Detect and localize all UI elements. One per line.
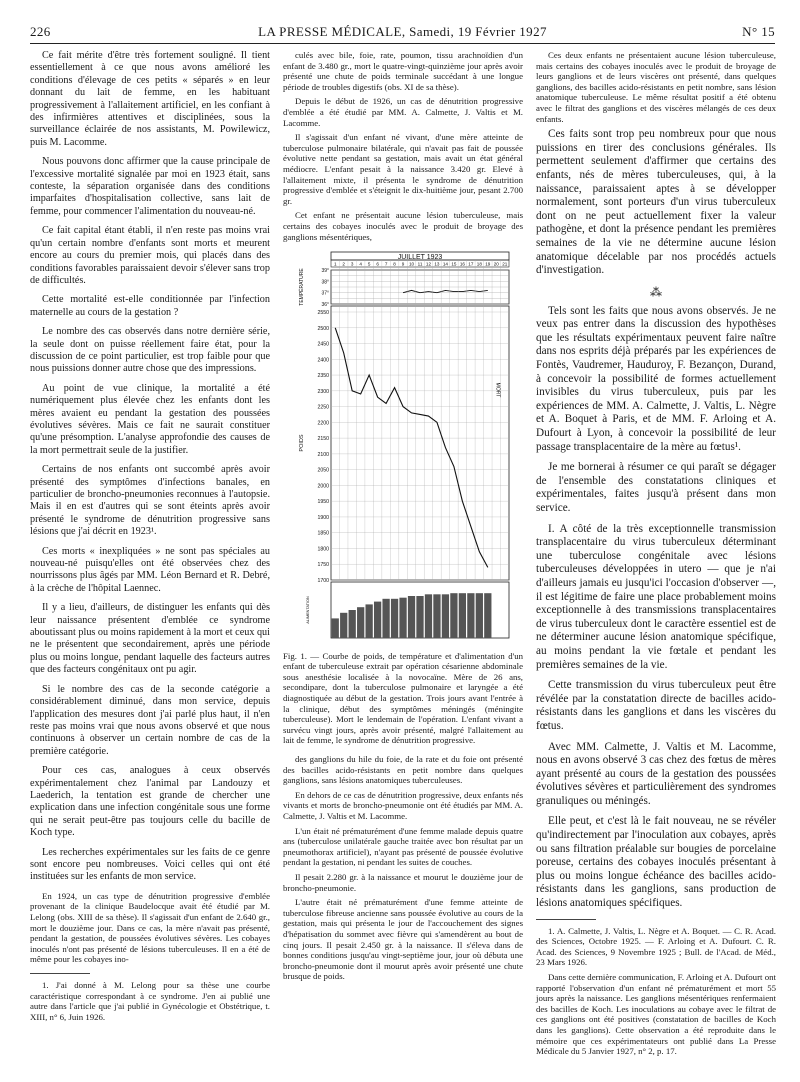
day-tick-label: 10 xyxy=(408,261,415,267)
day-tick-label: 9 xyxy=(401,261,405,267)
small-paragraph: Depuis le début de 1926, un cas de dénutrition progressive d'emblée a été étudié par MM. A. Calmette, J. Valtis et M. Lacomme. xyxy=(283,96,523,128)
weight-tick-label: 2050 xyxy=(317,467,329,474)
weight-tick-label: 2300 xyxy=(317,388,329,395)
weight-tick-label: 2350 xyxy=(317,373,329,380)
month-label: JUILLET 1923 xyxy=(397,254,443,262)
small-paragraph: L'autre était né prématurément d'une femme atteinte de tuberculose fibreuse ancienne sans poussée évolutive au cours de la gestation, mais qui présenta le jour de l'accouchement des signes d'hépatisation du sommet avec fièvre qui s'amendèrent au bout de cinq jours. Il pesait 2.450 gr. à la naissance. Il s'éleva dans de bonnes conditions jusqu'au vingt-septième jour, jour où débuta une broncho-pneumonie dont il mourut après avoir présenté une chute brusque de poids. xyxy=(283,897,523,982)
feeding-bar xyxy=(357,607,364,638)
weight-tick-label: 2250 xyxy=(317,404,329,411)
paragraph: Le nombre des cas observés dans notre dernière série, la seule dont on puisse réellement faire état, pour la discussion de ce point particulier, est trop faible pour que nous puissions donner autre chose que des impressions. xyxy=(30,326,270,375)
temperature-tick-label: 36° xyxy=(321,302,329,309)
day-tick-label: 16 xyxy=(459,261,465,267)
feeding-bar xyxy=(425,594,432,638)
weight-tick-label: 1950 xyxy=(317,499,329,506)
paragraph: Pour ces cas, analogues à ceux observés expérimentalement chez l'animal par Landouzy et Laederich, la tentation est grande de chercher une explication dans une infection congénitale sous une forme qui ne serait peut-être pas toujours celle du bacille de Koch type. xyxy=(30,765,270,839)
paragraph: Avec MM. Calmette, J. Valtis et M. Lacomme, nous en avons observé 3 cas chez des fœtus de mères ayant présenté au cours de la gestation des poussées évolutives sévères et particulièrement des syndromes granuliques ou méningés. xyxy=(536,740,776,807)
day-tick-label: 8 xyxy=(393,261,396,267)
paragraph: Certains de nos enfants ont succombé après avoir présenté des symptômes d'infections banales, en particulier de broncho-pneumonies reconnues à l'autopsie. Mais il en est d'autres qui se sont éteints après avoir présenté le syndrome de dénutrition progressive sans lésions que j'ai décrit en 1923¹. xyxy=(30,464,270,538)
column-2 xyxy=(283,50,523,986)
feeding-bar xyxy=(332,618,339,638)
feeding-bar xyxy=(433,594,440,638)
feeding-bar xyxy=(391,599,398,638)
weight-tick-label: 1850 xyxy=(317,530,329,537)
day-tick-label: 7 xyxy=(384,261,388,267)
feeding-bar xyxy=(366,604,373,638)
weight-tick-label: 2450 xyxy=(317,341,329,348)
feeding-bar xyxy=(442,594,449,638)
weight-panel xyxy=(331,306,509,580)
paragraph: Ce fait mérite d'être très fortement souligné. Il tient essentiellement à ce que nous avons amélioré les conditions d'élevage de ces petits « séparés » en leur donnant du lait de femme, en les habituant progressivement à l'allaitement artificiel, en les confiant à des infirmières attentives et disciplinées, sous la surveillance éclairée de nos assistants, M. Powilewicz, puis M. Lacomme. xyxy=(30,50,270,148)
death-label: MORT xyxy=(494,382,501,398)
weight-tick-label: 2150 xyxy=(317,436,329,443)
weight-tick-label: 2400 xyxy=(317,357,329,364)
small-paragraph: culés avec bile, foie, rate, poumon, tissu arachnoïdien d'un enfant de 3.480 gr., mort le quatre-vingt-quinzième jour après avoir présenté une chute de poids terminale succédant à une longue période de troubles digestifs (obs. XI de sa thèse). xyxy=(283,50,523,92)
weight-tick-label: 2500 xyxy=(317,325,329,332)
feeding-bar xyxy=(340,613,347,638)
feeding-bar xyxy=(467,593,474,638)
feeding-bar xyxy=(382,599,389,638)
paragraph: Je me bornerai à résumer ce qui paraît se dégager de l'ensemble des constatations cliniques et expérimentales, faites jusqu'à présent dans mon service. xyxy=(536,461,776,514)
temperature-axis-label: TEMPÉRATURE xyxy=(299,268,305,306)
paragraph: Il y a lieu, d'ailleurs, de distinguer les enfants qui dès leur naissance présentent d'emblée ce syndrome aboutissant plus ou moins rapidement à la mort et ceux qui ne le présentent que secondairement, après une période plus ou moins longue, pendant laquelle des facteurs autres que des facteurs congénitaux ont pu agir. xyxy=(30,602,270,676)
weight-tick-label: 1900 xyxy=(317,515,329,522)
figure-caption: Fig. 1. — Courbe de poids, de température et d'alimentation d'un enfant de tuberculeuse extrait par opération césarienne abdominale sous anesthésie localisée à la novocaïne. Mère de 26 ans, secondipare, dont la tuberculose pulmonaire et laryngée a été diagnostiquée au début de la gestation. Trois jours avant l'entrée à la clinique, début des symptômes méningés (méningite tuberculeuse). Mort le lendemain de l'opération. L'enfant vivant a survécu vingt jours, après avoir présenté, malgré l'allaitement au lait de femme, le syndrome de dénutrition progressive. xyxy=(283,650,523,746)
weight-tick-label: 2550 xyxy=(317,310,329,317)
temperature-tick-label: 39° xyxy=(321,268,329,275)
temperature-tick-label: 37° xyxy=(321,290,329,297)
weight-tick-label: 2200 xyxy=(317,420,329,427)
paragraph: Tels sont les faits que nous avons observés. Je ne veux pas entrer dans la discussion des hypothèses que les résultats expérimentaux peuvent faire naître dans nos esprits déjà préparés par les expériences de Fontès, Vaudremer, Hauduroy, F. Bezançon, Durand, à concevoir la possibilité de formes actuellement invisibles du virus tuberculeux, puis par les expériences de MM. A. Calmette, J. Valtis, L. Nègre et A. Boquet à Paris, et de MM. F. Arloing et A. Dufourt à Lyon, à concevoir la possibilité de leur passage transplacentaire de la mère au fœtus¹. xyxy=(536,304,776,453)
paragraph: Cette mortalité est-elle conditionnée par l'infection maternelle au cours de la gestation ? xyxy=(30,294,270,318)
weight-tick-label: 1700 xyxy=(317,578,329,585)
paragraph: Au point de vue clinique, la mortalité a été numériquement plus élevée chez les enfants dont les mères avaient eu pendant la gestation des poussées évolutives sévères. Mais ce fait ne saurait constituer qu'une présomption. L'analyse approfondie des causes de la mort permettrait seule de la justifier. xyxy=(30,382,270,456)
day-tick-label: 21 xyxy=(502,261,508,267)
day-tick-label: 14 xyxy=(442,261,448,267)
feeding-bar xyxy=(349,610,356,638)
feeding-bar xyxy=(399,598,406,638)
footnote-separator xyxy=(536,919,596,920)
day-tick-label: 2 xyxy=(342,261,345,267)
day-tick-label: 20 xyxy=(493,261,499,267)
feeding-bar xyxy=(374,602,381,638)
weight-axis-label: POIDS xyxy=(299,434,305,452)
section-asterism: ⁂ xyxy=(650,284,662,299)
paragraph: Si le nombre des cas de la seconde catégorie a considérablement diminué, dans mon service, depuis l'application des mesures dont j'ai parlé plus haut, il n'en reste pas moins vrai que nous avons observé et que nous continuons à observer un certain nombre de cas de la première catégorie. xyxy=(30,683,270,757)
weight-tick-label: 1800 xyxy=(317,546,329,553)
day-tick-label: 13 xyxy=(434,261,440,267)
day-tick-label: 17 xyxy=(468,261,474,267)
day-tick-label: 5 xyxy=(367,261,371,267)
column-3 xyxy=(536,50,776,1061)
small-paragraph: Il s'agissait d'un enfant né vivant, d'une mère atteinte de tuberculose pulmonaire bilatérale, qui n'avait pas fait de poussée évolutive nette pendant sa gestation, mais avait un état général médiocre. L'enfant pesait à la naissance 3.420 gr. Elevé à l'allaitement mixte, il présenta le syndrome de dénutrition progressive d'emblée et s'éteignit le dix-huitième jour, pesant 2.700 gr. xyxy=(283,132,523,206)
small-paragraph: des ganglions du hile du foie, de la rate et du foie ont présenté des bacilles acido-résistants en petit nombre dans quelques ganglions, sans lésions anatomiques tuberculeuses. xyxy=(283,754,523,786)
day-tick-label: 12 xyxy=(425,261,432,267)
journal-title: LA PRESSE MÉDICALE, Samedi, 19 Février 1927 xyxy=(258,24,547,39)
day-tick-label: 6 xyxy=(376,261,379,267)
paragraph: Cette transmission du virus tuberculeux peut être révélée par la constatation directe de bacilles acido-résistants dans les ganglions et dans les viscères du fœtus. xyxy=(536,679,776,732)
feeding-bar xyxy=(459,593,466,638)
small-paragraph: En dehors de ce cas de dénutrition progressive, deux enfants nés vivants et morts de broncho-pneumonie ont été étudiés par MM. A. Calmette, J. Valtis et M. Lacomme. xyxy=(283,789,523,821)
feeding-bar xyxy=(450,593,457,638)
day-tick-label: 15 xyxy=(451,261,457,267)
paragraph: Ce fait capital étant établi, il n'en reste pas moins vrai qu'un certain nombre d'enfants sont morts et meurent encore au cours du premier mois, qui placés dans des conditions favorables paraissaient devoir s'élever sans trop de difficultés. xyxy=(30,225,270,286)
paragraph: Nous pouvons donc affirmer que la cause principale de l'excessive mortalité signalée par moi en 1923 était, sans conteste, la séparation organisée dans des conditions imparfaites d'hospitalisation collective, sans lait de femme, pour commencer l'alimentation du nouveau-né. xyxy=(30,156,270,217)
weight-line xyxy=(335,328,488,568)
feeding-bar xyxy=(416,596,423,638)
footnote: 1. J'ai donné à M. Lelong pour sa thèse une courbe caractéristique correspondant à ce syndrome. J'en ai publié une autre dans l'article que j'ai publié in Gynécologie et Obstétrique, t. XIII, n° 6, Juin 1926. xyxy=(30,979,270,1022)
footnote: 1. A. Calmette, J. Valtis, L. Nègre et A. Boquet. — C. R. Acad. des Sciences, Octobre 1925. — F. Arloing et A. Dufourt. C. R. Acad. des Sciences, 9 Novembre 1925 ; Bull. de l'Acad. de Méd., 23 Mars 1926. xyxy=(536,925,776,968)
small-paragraph: Il pesait 2.280 gr. à la naissance et mourut le douzième jour de broncho-pneumonie. xyxy=(283,871,523,893)
page-number: 226 xyxy=(30,24,51,39)
weight-tick-label: 2000 xyxy=(317,483,329,490)
small-paragraph: L'un était né prématurément d'une femme malade depuis quatre ans (tuberculose unilatérale gauche traitée avec bon résultat par un pneumothorax artificiel), n'ayant pas présenté de poussée évolutive pendant la gestation, ni pendant les suites de couches. xyxy=(283,825,523,868)
day-tick-label: 3 xyxy=(350,261,354,267)
header-rule xyxy=(30,43,775,44)
feeding-bar xyxy=(484,593,491,638)
paragraph: Elle peut, et c'est là le fait nouveau, ne se révéler qu'indirectement par l'inoculation aux cobayes, après ou sans filtration préalable sur bougies de porcelaine poreuse, certains des cobayes inoculés présentant à plus ou moins longue échéance des bacilles acido-résistants dans les ganglions, sans production de lésions anatomiques spécifiques. xyxy=(536,815,776,910)
feeding-bar xyxy=(476,593,483,638)
column-1 xyxy=(30,50,270,1026)
paragraph: Ces faits sont trop peu nombreux pour que nous puissions en tirer des conclusions générales. Ils permettent seulement d'affirmer que certains des enfants, nés de mères tuberculeuses, qui, à la naissance, paraissaient aptes à se développer normalement, sont porteurs d'un virus tuberculeux dont on ne peut actuellement fixer la valeur pathogène, et dont la présence pendant les premières semaines de la vie ne détermine aucune lésion anatomique décelable par nos procédés actuels d'investigation. xyxy=(536,128,776,277)
figure-caption-block xyxy=(283,651,523,746)
day-tick-label: 19 xyxy=(485,261,491,267)
paragraph: Les recherches expérimentales sur les faits de ce genre sont encore peu nombreuses. Voici celles qui ont été instituées sur les enfants de mon service. xyxy=(30,846,270,883)
feeding-bar xyxy=(408,596,415,638)
small-paragraph: Cet enfant ne présentait aucune lésion tuberculeuse, mais certains des cobayes inoculés avec le produit de broyage des ganglions mésentériques, xyxy=(283,210,523,242)
paragraph: Ces morts « inexpliquées » ne sont pas spéciales au nouveau-né puisqu'elles ont été observées chez des nourrissons plus âgés par MM. Léon Bernard et R. Debré, à la crèche de l'hôpital Laennec. xyxy=(30,545,270,594)
day-tick-label: 11 xyxy=(417,261,423,267)
day-tick-label: 18 xyxy=(476,261,482,267)
weight-tick-label: 2100 xyxy=(317,451,329,458)
weight-tick-label: 1750 xyxy=(317,562,329,569)
running-header xyxy=(30,24,775,42)
weight-temperature-chart xyxy=(291,250,515,642)
feeding-axis-label: ALIMENTATION xyxy=(306,596,310,624)
footnote-separator xyxy=(30,973,90,974)
temperature-tick-label: 38° xyxy=(321,279,329,286)
day-tick-label: 4 xyxy=(359,261,362,267)
day-tick-label: 1 xyxy=(333,261,337,267)
paragraph: I. A côté de la très exceptionnelle transmission transplacentaire du virus tuberculeux déterminant une tuberculose congénitale avec lésions tuberculeuses développées in utero — que je n'ai d'ailleurs jamais eu jusqu'ici l'occasion d'observer —, il est légitime de faire une place probablement moins exceptionnelle à des transmissions transplacentaires de virus tuberculeux dont le caractère essentiel est de ne déterminer aucune lésion anatomique spécifique, au moins pendant la vie fœtale et pendant les premières semaines de la vie. xyxy=(536,522,776,671)
issue-number: N° 15 xyxy=(742,24,775,39)
small-paragraph: Ces deux enfants ne présentaient aucune lésion tuberculeuse, mais certains des cobayes inoculés avec le produit de broyage de leurs ganglions et de leurs viscères ont présenté, dans quelques ganglions, des bacilles acido-résistants en petit nombre, sans lésion anatomique tuberculeuse. Le même résultat positif a été obtenu avec le filtrat des ganglions et des viscères mélangés de ces deux enfants. xyxy=(536,50,776,124)
footnote: Dans cette dernière communication, F. Arloing et A. Dufourt ont rapporté l'observation d'un enfant né prématurément et mort 55 jours après la naissance. Les ganglions mésentériques renfermaient des bacilles de Koch. Les inoculations au cobaye avec le filtrat de ces ganglions ont été positives (constatation de bacilles de Koch dans les ganglions). Cette observation a été reproduite dans le mémoire que ces expérimentateurs ont publié dans La Presse Médicale du 5 Janvier 1927, n° 2, p. 17. xyxy=(536,972,776,1057)
small-paragraph: En 1924, un cas type de dénutrition progressive d'emblée provenant de la clinique Baudelocque avait été étudié par M. Lelong (obs. XIII de sa thèse). Il s'agissait d'un enfant de 2.640 gr., mort le douzième jour. Dans ce cas, la mère n'avait pas présenté, pendant la gestation, de poussées évolutives sévères. Les cobayes inoculés n'ont pas présenté de lésions tuberculeuses. Il en a été de même pour les cobayes ino- xyxy=(30,890,270,965)
